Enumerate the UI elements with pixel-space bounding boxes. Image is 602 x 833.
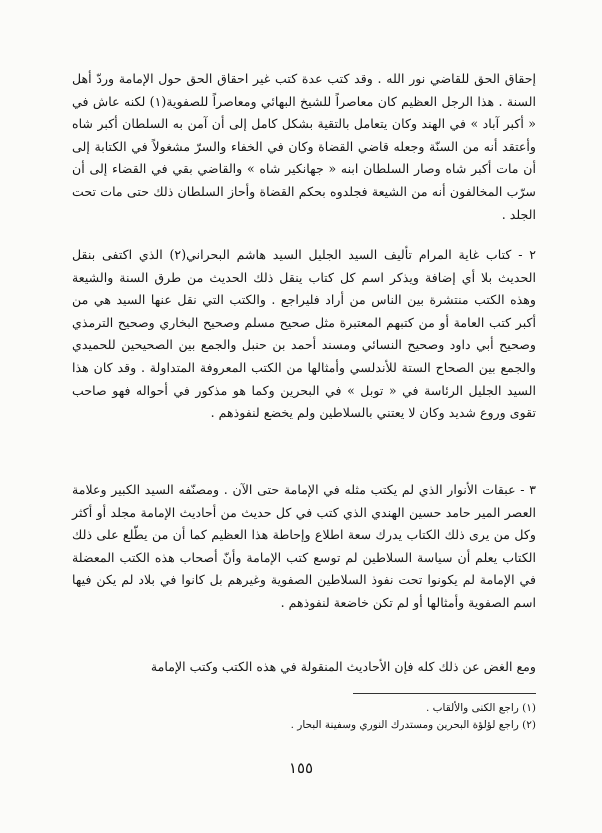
footnote-2: (٢) راجع لؤلؤة البحرين ومستدرك النوري وسفينة البحار . [290, 719, 536, 731]
body-paragraph-3 [72, 479, 536, 615]
paragraph-text: ومع الغض عن ذلك كله فإن الأحاديث المنقولة في هذه الكتب وكتب الإمامة [150, 659, 536, 674]
body-paragraph-4 [72, 656, 536, 679]
paragraph-text: إحقاق الحق للقاضي نور الله . وقد كتب عدة كتب غير احقاق الحق حول الإمامة وردّ أهل السنة . هذا الرجل العظيم كان معاصراً للشيخ البهائي ومعاصراً للصفوية(١) لكنه عاش في « أكبر آباد » في الهند وكان يتعامل بالتقية بشكل كامل إلى أن آمن به السلطان أكبر شاه وأعتقد أنه من السنّة وجعله قاضي القضاة وكان في الخفاء والسرّ مشغولاً في الكتابة إلى أن مات أكبر شاه وصار السلطان ابنه « جهانكير شاه » والقاضي بقي في القضاء إلى أن سرّب المخالفون أنه من الشيعة فجلدوه بحكم القضاة وأحاز السلطان ذلك حتى مات تحت الجلد . [72, 71, 536, 222]
footnote-1: (١) راجع الكنى والألقاب . [425, 702, 536, 714]
footnotes [72, 700, 536, 734]
body-paragraph-1 [72, 68, 536, 226]
body-paragraph-2 [72, 244, 536, 425]
footnote-divider [353, 693, 536, 694]
paragraph-text: ٣ - عبقات الأنوار الذي لم يكتب مثله في الإمامة حتى الآن . ومصنّفه السيد الكبير وعلامة العصر المير حامد حسين الهندي الذي كتب في كل حديث من أحاديث الإمامة مجلد أو أكثر وكل من يرى ذلك الكتاب يدرك سعة اطلاع وإحاطة هذا العظيم كما أن من يطّلع على ذلك الكتاب يعلم أن سياسة السلاطين لم توسع كتب الإمامة وأنّ أصحاب هذه الكتب المعضلة في الإمامة لم يكونوا تحت نفوذ السلاطين الصفوية وغيرهم بل كانوا في بلاد لم يكن فيها اسم الصفوية وأمثالها أو لم تكن خاضعة لنفوذهم . [72, 482, 536, 610]
page-number: ١٥٥ [288, 759, 314, 777]
paragraph-text: ٢ - كتاب غاية المرام تأليف السيد الجليل السيد هاشم البحراني(٢) الذي اكتفى بنقل الحديث بلا أي إضافة ويذكر اسم كل كتاب ينقل ذلك الحديث من طرق السنة والشيعة وهذه الكتب منتشرة بين الناس من أراد فليراجع . والكتب التي نقل عنها السيد هي من أكبر كتب العامة أو من كتبهم المعتبرة مثل صحيح مسلم وصحيح البخاري وصحيح الترمذي وصحيح أبي داود وصحيح النسائي ومسند أحمد بن حنبل والجمع بين الصحيحين للحميدي والجمع بين الصحاح الستة للأندلسي وأمثالها من الكتب المعروفة المتداولة . وقد كان هذا السيد الجليل الرئاسة في « توبل » في البحرين وكما هو مذكور في أحواله فهو صاحب تقوى وروع شديد وكان لا يعتني بالسلاطين ولم يخضع لنفوذهم . [72, 247, 536, 421]
